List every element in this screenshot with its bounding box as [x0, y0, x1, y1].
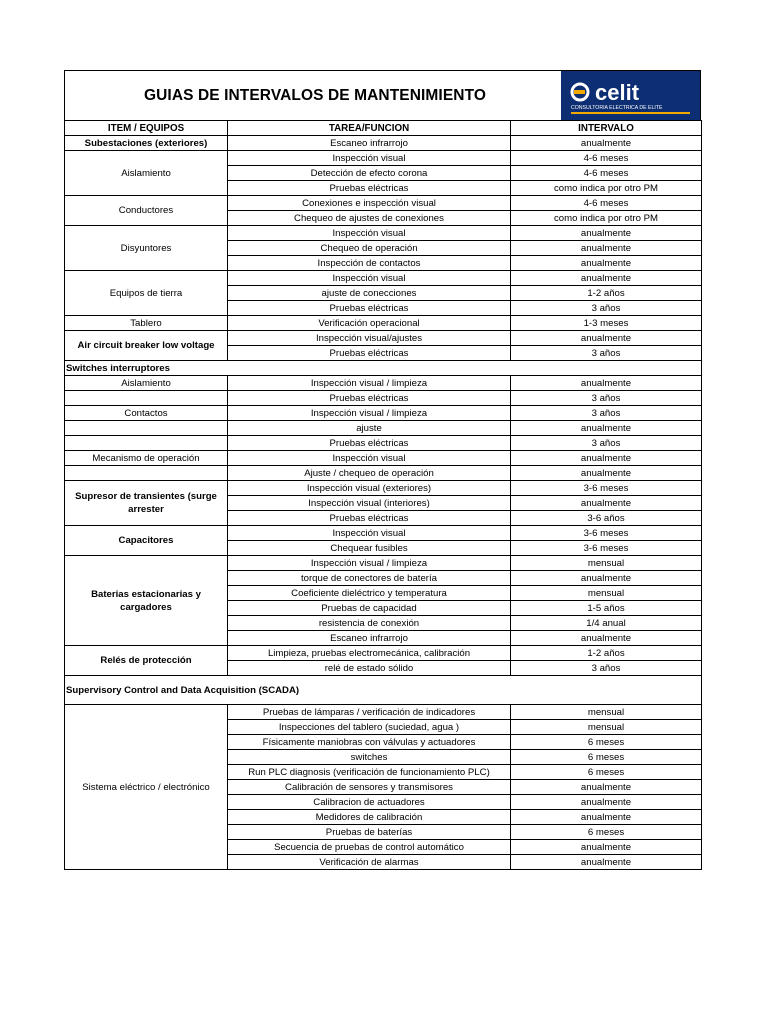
item-cell: Equipos de tierra [65, 271, 228, 316]
task-cell: torque de conectores de batería [228, 571, 511, 586]
task-cell: Chequear fusibles [228, 541, 511, 556]
task-cell: Inspección visual (exteriores) [228, 481, 511, 496]
table-row [65, 136, 702, 151]
table-row [65, 316, 702, 331]
item-cell: Relés de protección [65, 646, 228, 676]
header-task: TAREA/FUNCION [228, 121, 511, 136]
table-row [65, 436, 702, 451]
task-cell: Verificación operacional [228, 316, 511, 331]
interval-cell: 3 años [511, 301, 702, 316]
interval-cell: anualmente [511, 421, 702, 436]
task-cell: Inspección visual / limpieza [228, 556, 511, 571]
interval-cell: como indica por otro PM [511, 211, 702, 226]
item-cell: Supresor de transientes (surge arrester [65, 481, 228, 526]
task-cell: Calibracion de actuadores [228, 795, 511, 810]
item-cell [65, 466, 228, 481]
table-header-row [65, 121, 702, 136]
task-cell: Medidores de calibración [228, 810, 511, 825]
task-cell: Pruebas de lámparas / verificación de indicadores [228, 705, 511, 720]
item-cell: Disyuntores [65, 226, 228, 271]
header-interval: INTERVALO [511, 121, 702, 136]
table-row [65, 556, 702, 571]
task-cell: ajuste de conecciones [228, 286, 511, 301]
item-cell [65, 391, 228, 406]
task-cell: Pruebas eléctricas [228, 391, 511, 406]
task-cell: Inspección visual [228, 151, 511, 166]
task-cell: Inspección de contactos [228, 256, 511, 271]
table-row [65, 406, 702, 421]
interval-cell: anualmente [511, 855, 702, 870]
table-row [65, 391, 702, 406]
interval-cell: 3-6 años [511, 511, 702, 526]
task-cell: Inspecciones del tablero (suciedad, agua ) [228, 720, 511, 735]
table-row [65, 376, 702, 391]
interval-cell: mensual [511, 586, 702, 601]
task-cell: Calibración de sensores y transmisores [228, 780, 511, 795]
task-cell: Verificación de alarmas [228, 855, 511, 870]
interval-cell: 3 años [511, 346, 702, 361]
interval-cell: anualmente [511, 496, 702, 511]
interval-cell: anualmente [511, 331, 702, 346]
task-cell: Conexiones e inspección visual [228, 196, 511, 211]
interval-cell: anualmente [511, 631, 702, 646]
item-cell: Aislamiento [65, 151, 228, 196]
interval-cell: anualmente [511, 226, 702, 241]
interval-cell: 1/4 anual [511, 616, 702, 631]
table-body [65, 136, 702, 870]
header-item: ITEM / EQUIPOS [65, 121, 228, 136]
maintenance-table [64, 120, 702, 870]
item-cell: Contactos [65, 406, 228, 421]
table-row [65, 466, 702, 481]
task-cell: Escaneo infrarrojo [228, 631, 511, 646]
interval-cell: anualmente [511, 136, 702, 151]
table-row [65, 421, 702, 436]
interval-cell: anualmente [511, 795, 702, 810]
interval-cell: mensual [511, 720, 702, 735]
item-cell: Baterias estacionarias y cargadores [65, 556, 228, 646]
interval-cell: 6 meses [511, 825, 702, 840]
interval-cell: 3 años [511, 406, 702, 421]
task-cell: Detección de efecto corona [228, 166, 511, 181]
task-cell: Pruebas eléctricas [228, 301, 511, 316]
table-row [65, 271, 702, 286]
interval-cell: 3 años [511, 436, 702, 451]
interval-cell: 1-3 meses [511, 316, 702, 331]
task-cell: Inspección visual/ajustes [228, 331, 511, 346]
task-cell: Pruebas de capacidad [228, 601, 511, 616]
item-cell: Aislamiento [65, 376, 228, 391]
item-cell: Sistema eléctrico / electrónico [65, 705, 228, 870]
task-cell: Run PLC diagnosis (verificación de funcionamiento PLC) [228, 765, 511, 780]
table-row [65, 196, 702, 211]
task-cell: Pruebas eléctricas [228, 346, 511, 361]
celit-logo [561, 71, 700, 120]
table-row [65, 151, 702, 166]
task-cell: Secuencia de pruebas de control automático [228, 840, 511, 855]
interval-cell: anualmente [511, 810, 702, 825]
table-row [65, 646, 702, 661]
task-cell: Inspección visual [228, 271, 511, 286]
section-row [65, 676, 702, 705]
interval-cell: 1-2 años [511, 286, 702, 301]
interval-cell: 4-6 meses [511, 196, 702, 211]
interval-cell: anualmente [511, 256, 702, 271]
interval-cell: 3 años [511, 661, 702, 676]
table-row [65, 705, 702, 720]
section-label: Supervisory Control and Data Acquisition (SCADA) [65, 676, 702, 705]
item-cell: Capacitores [65, 526, 228, 556]
interval-cell: mensual [511, 705, 702, 720]
logo-brand-text: celit [595, 80, 640, 105]
task-cell: relé de estado sólido [228, 661, 511, 676]
interval-cell: mensual [511, 556, 702, 571]
task-cell: Escaneo infrarrojo [228, 136, 511, 151]
interval-cell: anualmente [511, 376, 702, 391]
task-cell: Coeficiente dieléctrico y temperatura [228, 586, 511, 601]
interval-cell: anualmente [511, 780, 702, 795]
task-cell: switches [228, 750, 511, 765]
task-cell: ajuste [228, 421, 511, 436]
interval-cell: 4-6 meses [511, 151, 702, 166]
item-cell: Air circuit breaker low voltage [65, 331, 228, 361]
task-cell: Inspección visual [228, 226, 511, 241]
item-cell: Tablero [65, 316, 228, 331]
task-cell: Inspección visual / limpieza [228, 406, 511, 421]
task-cell: Chequeo de operación [228, 241, 511, 256]
interval-cell: anualmente [511, 271, 702, 286]
interval-cell: anualmente [511, 571, 702, 586]
task-cell: Inspección visual / limpieza [228, 376, 511, 391]
item-cell: Subestaciones (exteriores) [65, 136, 228, 151]
item-cell [65, 436, 228, 451]
task-cell: Limpieza, pruebas electromecánica, calibración [228, 646, 511, 661]
interval-cell: 3-6 meses [511, 526, 702, 541]
interval-cell: 6 meses [511, 750, 702, 765]
document-title: GUIAS DE INTERVALOS DE MANTENIMIENTO [143, 87, 487, 104]
item-cell [65, 421, 228, 436]
task-cell: Inspección visual [228, 451, 511, 466]
interval-cell: anualmente [511, 451, 702, 466]
interval-cell: 6 meses [511, 765, 702, 780]
document-header [64, 70, 701, 120]
task-cell: Pruebas de baterías [228, 825, 511, 840]
interval-cell: anualmente [511, 241, 702, 256]
table-row [65, 526, 702, 541]
task-cell: Inspección visual (interiores) [228, 496, 511, 511]
section-label: Switches interruptores [65, 361, 702, 376]
interval-cell: 3-6 meses [511, 541, 702, 556]
task-cell: resistencia de conexión [228, 616, 511, 631]
task-cell: Ajuste / chequeo de operación [228, 466, 511, 481]
interval-cell: 6 meses [511, 735, 702, 750]
task-cell: Pruebas eléctricas [228, 181, 511, 196]
interval-cell: 3 años [511, 391, 702, 406]
table-row [65, 481, 702, 496]
table-row [65, 451, 702, 466]
item-cell: Mecanismo de operación [65, 451, 228, 466]
logo-tagline-text: CONSULTORIA ELECTRICA DE ELITE [571, 105, 663, 111]
task-cell: Chequeo de ajustes de conexiones [228, 211, 511, 226]
task-cell: Físicamente maniobras con válvulas y actuadores [228, 735, 511, 750]
table-row [65, 331, 702, 346]
item-cell: Conductores [65, 196, 228, 226]
interval-cell: 4-6 meses [511, 166, 702, 181]
interval-cell: 3-6 meses [511, 481, 702, 496]
task-cell: Pruebas eléctricas [228, 436, 511, 451]
task-cell: Inspección visual [228, 526, 511, 541]
interval-cell: 1-5 años [511, 601, 702, 616]
task-cell: Pruebas eléctricas [228, 511, 511, 526]
maintenance-guide-document [64, 70, 701, 870]
table-row [65, 226, 702, 241]
interval-cell: anualmente [511, 466, 702, 481]
interval-cell: 1-2 años [511, 646, 702, 661]
section-row [65, 361, 702, 376]
interval-cell: como indica por otro PM [511, 181, 702, 196]
interval-cell: anualmente [511, 840, 702, 855]
